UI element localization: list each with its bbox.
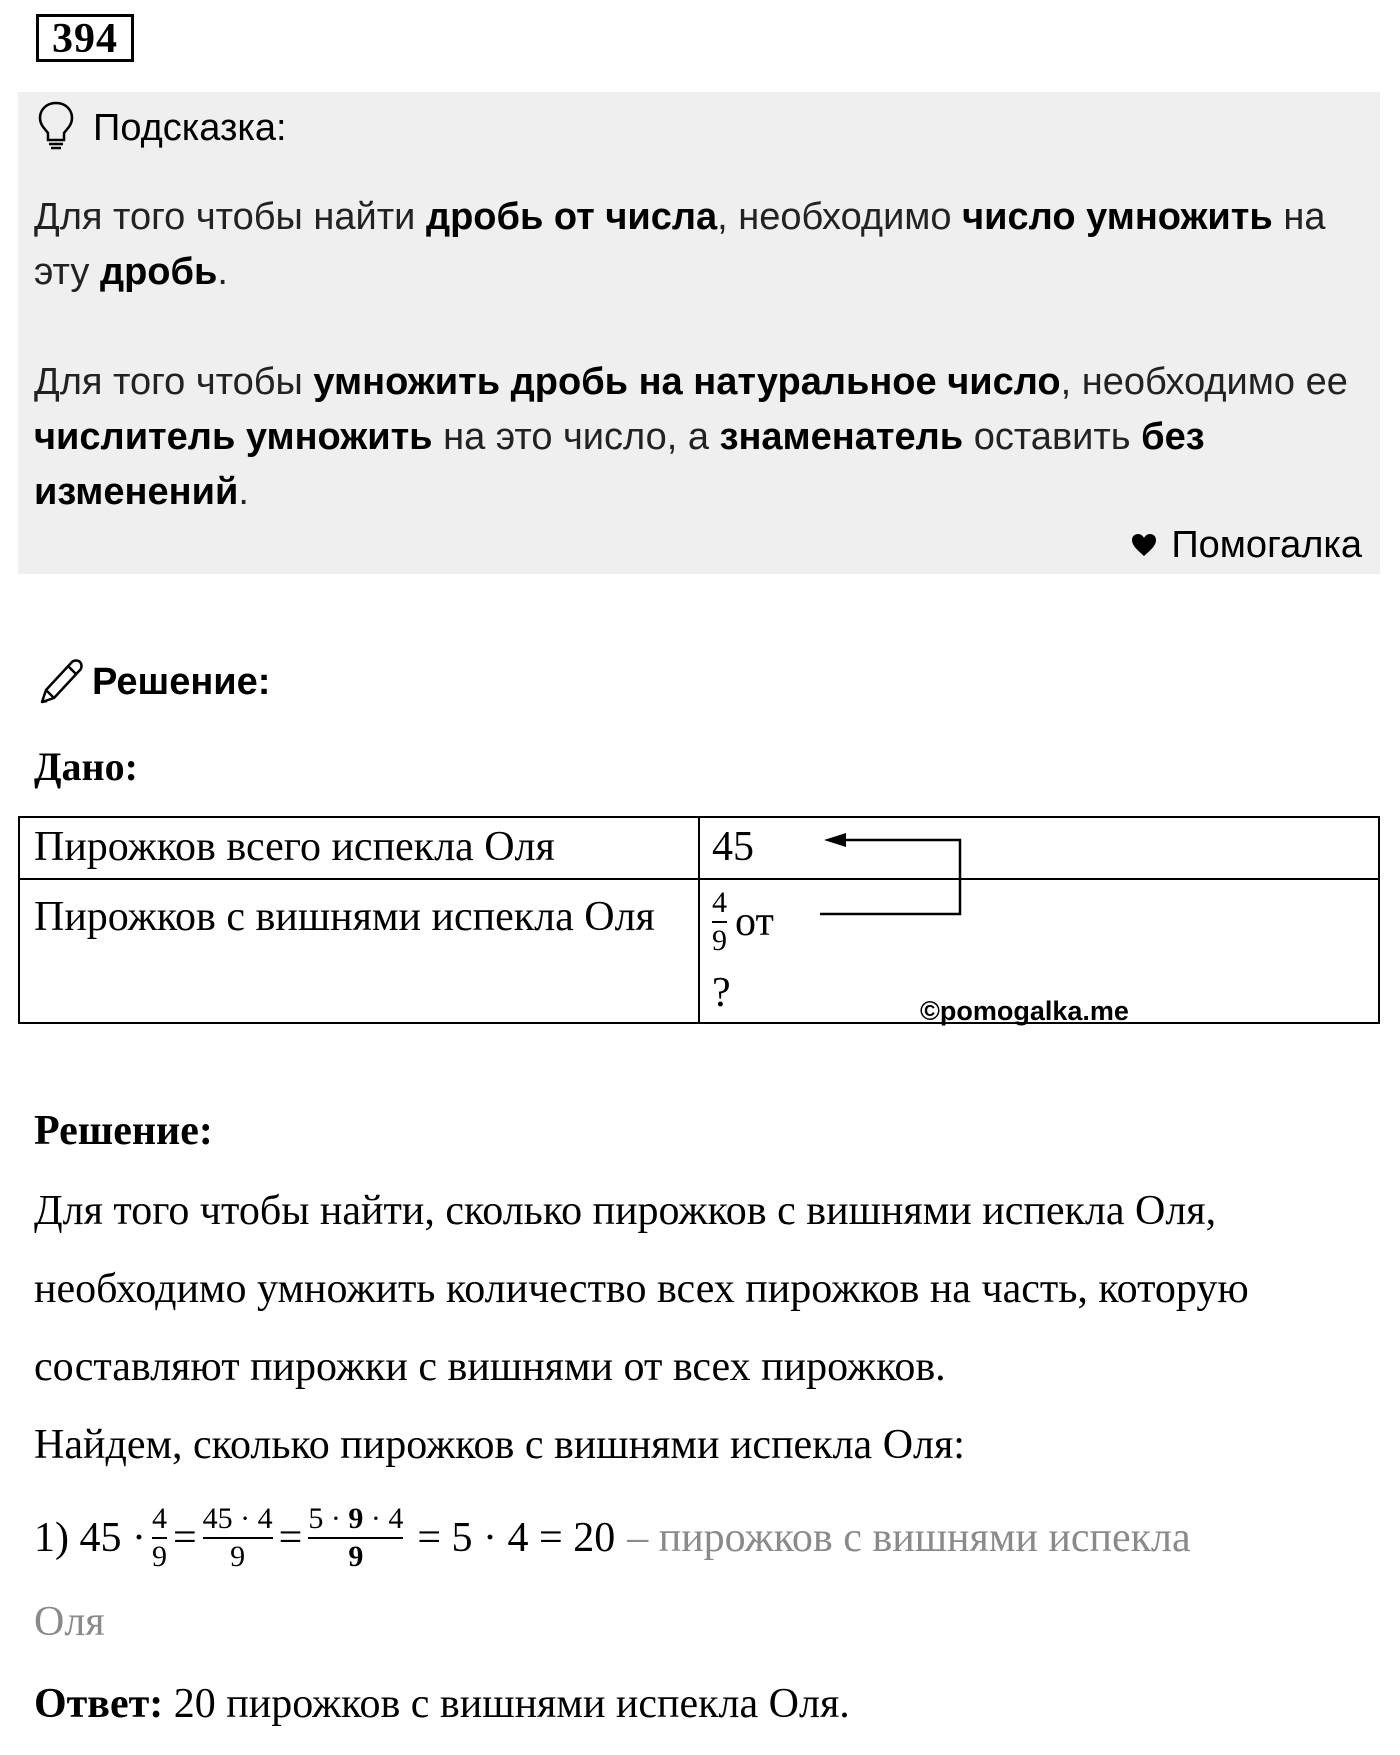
- eq-comment: – пирожков с вишнями испекла: [627, 1515, 1191, 1561]
- answer-label: Ответ:: [34, 1681, 164, 1727]
- solution-text-1: Для того чтобы найти, сколько пирожков с вишнями испекла Оля, необходимо умножить количество всех пирожков на часть, которую составляют пирожки с вишнями от всех пирожков.: [34, 1188, 1249, 1390]
- hint-paragraph-1: Для того чтобы найти дробь от числа, необходимо число умножить на эту дробь.: [34, 196, 1326, 293]
- hint-credit: [1131, 520, 1362, 570]
- answer-text: 20 пирожков с вишнями испекла Оля.: [163, 1681, 850, 1727]
- task-number: 394: [36, 14, 134, 62]
- fraction-4-9: $\frac{4}{9}$: [712, 886, 727, 957]
- solution-label: Решение:: [34, 1108, 213, 1154]
- solution-header: Решение:: [92, 661, 271, 703]
- row2-label: Пирожков с вишнями испекла Оля: [34, 894, 655, 940]
- row1-label: Пирожков всего испекла Оля: [34, 824, 555, 870]
- heart-icon: [1131, 533, 1157, 557]
- answer: [34, 1676, 850, 1732]
- fraction-45x4-9: $\frac{45 \cdot 4}{9}$: [202, 1502, 273, 1573]
- watermark: ©pomogalka.me: [920, 996, 1129, 1026]
- row1-value: 45: [712, 824, 754, 870]
- eq-prefix: 1) 45 ·: [34, 1515, 146, 1561]
- pencil-icon: [36, 656, 86, 708]
- fraction-5x9x4-9: $\frac{5 \cdot 9 \cdot 4}{9}$: [308, 1502, 404, 1573]
- given-table: [18, 816, 1380, 1024]
- credit-label: Помогалка: [1171, 524, 1362, 566]
- eq-sign-1: =: [172, 1515, 197, 1561]
- fraction-4-9-eq: $\frac{4}{9}$: [151, 1502, 167, 1573]
- eq-comment-continued: Оля: [34, 1599, 105, 1645]
- equation-line: [34, 1498, 1191, 1578]
- row2-value: [712, 888, 774, 956]
- lightbulb-icon: [36, 100, 76, 152]
- row2-question: ?: [712, 970, 731, 1016]
- table-divider-vertical: [698, 818, 700, 1022]
- hint-title: Подсказка:: [93, 107, 287, 149]
- row2-of: от: [735, 899, 774, 945]
- solution-text-2: Найдем, сколько пирожков с вишнями испекла Оля:: [34, 1422, 965, 1468]
- hint-paragraph-2: Для того чтобы умножить дробь на натуральное число, необходимо ее числитель умножить на это число, а знаменатель оставить без изменений.: [34, 361, 1348, 513]
- eq-tail: = 5 · 4 = 20: [417, 1515, 616, 1561]
- given-label: Дано:: [34, 744, 138, 789]
- arrow-connector: [820, 830, 980, 940]
- eq-sign-2: =: [278, 1515, 303, 1561]
